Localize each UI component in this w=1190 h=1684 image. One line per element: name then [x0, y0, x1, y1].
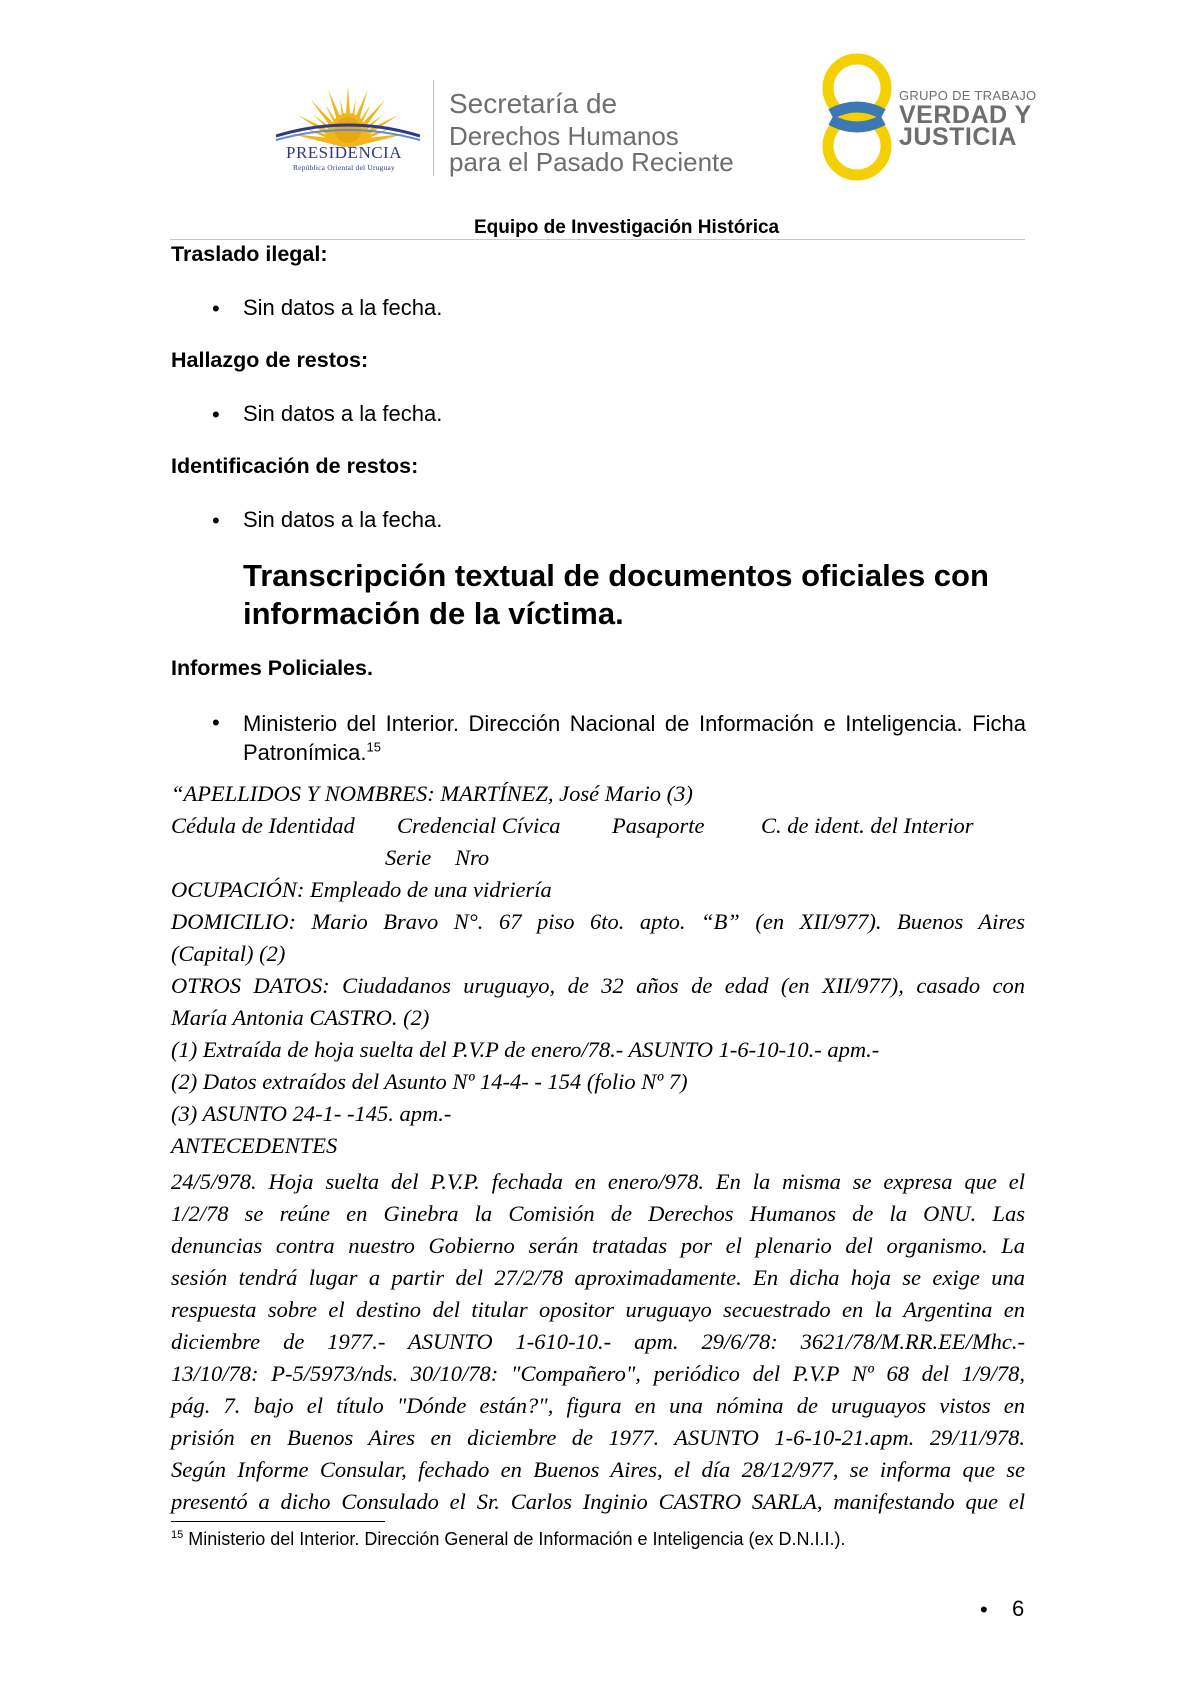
transcript-nota-3: (3) ASUNTO 24-1- -145. apm.-: [171, 1101, 452, 1126]
informes-heading: Informes Policiales.: [171, 656, 373, 680]
footnote-reference[interactable]: 15: [366, 739, 381, 755]
antecedentes-line: sesión tendrá lugar a partir del 27/2/78 aproximadamente. En dicha hoja se exige una: [171, 1265, 1025, 1290]
transcript-otros-line-1: OTROS DATOS: Ciudadanos uruguayo, de 32 años de edad (en XII/977), casado con: [171, 973, 1025, 998]
antecedentes-line: 24/5/978. Hoja suelta del P.V.P. fechada en enero/978. En la misma se expresa que el: [171, 1169, 1025, 1194]
bullet-icon: •: [212, 402, 220, 427]
secretaria-line-2: Derechos Humanos: [449, 121, 679, 151]
transcript-nota-2: (2) Datos extraídos del Asunto Nº 14-4- - 154 (folio Nº 7): [171, 1069, 688, 1094]
informes-bullet: [243, 709, 1026, 767]
bullet-icon: •: [212, 296, 220, 321]
antecedentes-body: [171, 1166, 1025, 1518]
column-pasaporte: Pasaporte: [612, 813, 705, 838]
section-heading-hallazgo: Hallazgo de restos:: [171, 348, 369, 372]
section-heading-identificacion: Identificación de restos:: [171, 454, 419, 478]
antecedentes-line: 13/10/78: P-5/5973/nds. 30/10/78: "Compañero", periódico del P.V.P Nº 68 del 1/9/78,: [171, 1361, 1025, 1386]
transcript-domicilio-line-1: DOMICILIO: Mario Bravo N°. 67 piso 6to. apto. “B” (en XII/977). Buenos Aires: [171, 909, 1025, 934]
presidencia-name: PRESIDENCIA: [285, 143, 402, 162]
team-title: Equipo de Investigación Histórica: [474, 217, 780, 238]
grupo-trabajo-line-2: VERDAD Y: [899, 101, 1032, 129]
transcript-antecedentes: ANTECEDENTES: [171, 1133, 338, 1158]
transcript-ocupacion: OCUPACIÓN: Empleado de una vidriería: [171, 877, 552, 902]
page-bullet-icon: •: [980, 1597, 988, 1622]
secretaria-line-1: Secretaría de: [449, 88, 618, 119]
footnote: [171, 1529, 846, 1550]
column-cedula: Cédula de Identidad: [171, 813, 355, 838]
informes-bullet-text: Ministerio del Interior. Dirección Nacional de Información e Inteligencia. Ficha Patronímica.: [243, 711, 1026, 765]
grupo-trabajo-line-1: GRUPO DE TRABAJO: [899, 88, 1037, 103]
header-logo-divider: [433, 80, 434, 176]
column-serie: Serie: [385, 845, 432, 870]
transcript-otros-line-2: María Antonia CASTRO. (2): [171, 1005, 430, 1030]
transcript-nota-1: (1) Extraída de hoja suelta del P.V.P de enero/78.- ASUNTO 1-6-10-10.- apm.-: [171, 1037, 880, 1062]
presidencia-subtitle: República Oriental del Uruguay: [292, 163, 395, 172]
antecedentes-line: Según Informe Consular, fechado en Buenos Aires, el día 28/12/977, se informa que se: [171, 1457, 1025, 1482]
antecedentes-line: respuesta sobre el destino del titular opositor uruguayo secuestrado en la Argentina en: [171, 1297, 1025, 1322]
bullet-icon: •: [212, 710, 220, 735]
antecedentes-line: pág. 7. bajo el título "Dónde están?", figura en una nómina de uruguayos vistos en: [171, 1393, 1025, 1418]
antecedentes-line: presentó a dicho Consulado el Sr. Carlos Inginio CASTRO SARLA, manifestando que el: [171, 1489, 1025, 1514]
section-heading-traslado: Traslado ilegal:: [171, 242, 328, 266]
section-bullet-hallazgo: Sin datos a la fecha.: [243, 401, 443, 426]
section-bullet-traslado: Sin datos a la fecha.: [243, 295, 443, 320]
antecedentes-line: denuncias contra nuestro Gobierno serán tratadas por el plenario del organismo. La: [171, 1233, 1025, 1258]
document-heading-line-1: Transcripción textual de documentos oficiales con: [243, 558, 989, 593]
antecedentes-line: diciembre de 1977.- ASUNTO 1-610-10.- apm. 29/6/78: 3621/78/M.RR.EE/Mhc.-: [171, 1329, 1025, 1354]
antecedentes-line: 1/2/78 se reúne en Ginebra la Comisión de Derechos Humanos de la ONU. Las: [171, 1201, 1025, 1226]
antecedentes-line: prisión en Buenos Aires en diciembre de 1977. ASUNTO 1-6-10-21.apm. 29/11/978.: [171, 1425, 1025, 1450]
section-bullet-identificacion: Sin datos a la fecha.: [243, 507, 443, 532]
verdad-justicia-rings-logo-icon: [817, 52, 897, 182]
grupo-trabajo-line-3: JUSTICIA: [899, 123, 1017, 151]
footnote-number: 15: [171, 1529, 184, 1541]
document-heading-line-2: información de la víctima.: [243, 596, 624, 631]
page-number: 6: [1012, 1596, 1025, 1621]
footnote-text: Ministerio del Interior. Dirección General de Información e Inteligencia (ex D.N.I.I.).: [188, 1529, 846, 1549]
transcript-domicilio-line-2: (Capital) (2): [171, 941, 286, 966]
column-credencial: Credencial Cívica: [397, 813, 561, 838]
bullet-icon: •: [212, 508, 220, 533]
column-nro: Nro: [455, 845, 490, 870]
column-interior: C. de ident. del Interior: [761, 813, 974, 838]
document-heading: [243, 557, 1033, 633]
transcript-apellidos: “APELLIDOS Y NOMBRES: MARTÍNEZ, José Mario (3): [171, 781, 693, 806]
footnote-rule: [171, 1521, 385, 1522]
secretaria-line-3: para el Pasado Reciente: [449, 147, 734, 177]
header-rule: [170, 239, 1025, 240]
